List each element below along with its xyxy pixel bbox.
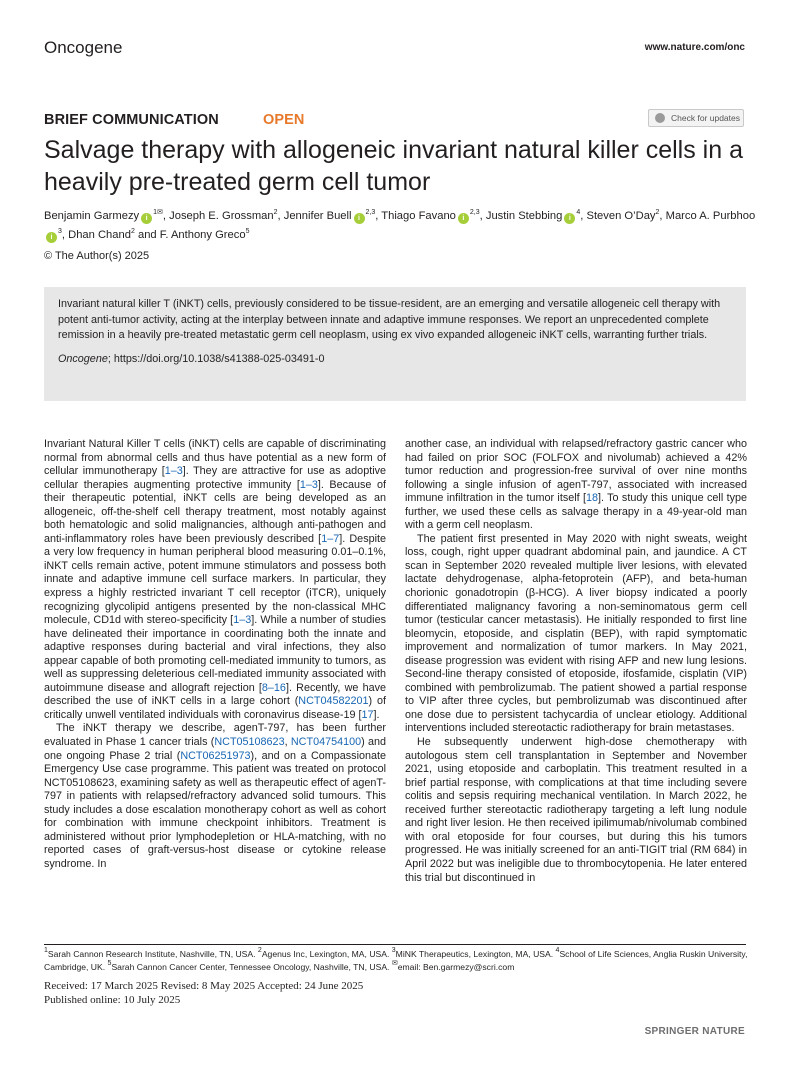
affiliation-text: Agenus Inc, Lexington, MA, USA. <box>261 949 392 959</box>
orcid-icon[interactable]: i <box>141 213 152 224</box>
author-name: Marco A. Purbhoo <box>665 210 756 222</box>
author-affiliation-marker: 4 <box>576 209 581 216</box>
check-updates-label: Check for updates <box>671 113 740 123</box>
body-paragraph <box>405 736 747 885</box>
author[interactable] <box>486 210 580 222</box>
check-updates-icon <box>655 113 665 123</box>
author-name: Thiago Favano <box>381 210 456 222</box>
affiliation-marker: 3 <box>391 947 396 954</box>
reference-link[interactable]: 8–16 <box>261 681 286 694</box>
check-updates-button[interactable] <box>648 109 744 127</box>
author[interactable] <box>160 229 250 241</box>
body-text: ]. <box>373 708 380 721</box>
affiliations <box>44 948 764 973</box>
body-paragraph <box>405 533 747 736</box>
author-name: Dhan Chand <box>68 229 131 241</box>
orcid-icon[interactable]: i <box>458 213 469 224</box>
reference-link[interactable]: NCT04582201 <box>298 695 369 708</box>
orcid-icon[interactable]: i <box>46 232 57 243</box>
open-access-label: OPEN <box>262 112 305 128</box>
body-text: , <box>284 736 291 749</box>
published-date: Published online: 10 July 2025 <box>44 994 181 1006</box>
reference-link[interactable]: 1–3 <box>164 465 183 478</box>
author-name: Jennifer Buell <box>283 210 352 222</box>
affiliation-marker: 4 <box>555 947 560 954</box>
author-affiliation-marker: 2 <box>273 209 278 216</box>
body-paragraph <box>44 438 386 722</box>
body-text: ]. Recently, we have described the use of iNKT cells in a large cohort ( <box>44 681 386 708</box>
affiliation-text: Sarah Cannon Research Institute, Nashville, TN, USA. <box>47 949 258 959</box>
body-text: ]. They are attractive for use as adoptive cellular therapies augmenting protective immunity [ <box>44 465 386 491</box>
author-affiliation-marker: 2 <box>130 228 135 235</box>
author-name: F. Anthony Greco <box>159 229 246 241</box>
body-text: The iNKT therapy we describe, agenT-797, has been further evaluated in Phase 1 cancer trials ( <box>44 722 386 749</box>
article-title: Salvage therapy with allogeneic invariant natural killer cells in a heavily pre-treated germ cell tumor <box>44 136 743 196</box>
doi-link[interactable]: ; https://doi.org/10.1038/s41388-025-03491-0 <box>107 352 325 365</box>
affiliation-text: School of Life Sciences, Anglia Ruskin University, Cambridge, UK. <box>44 949 748 972</box>
affiliation-text: MiNK Therapeutics, Lexington, MA, USA. <box>395 949 556 959</box>
body-text: ]. To study this unique cell type further, we used these cells as salvage therapy in a 49-year-old man with a germ cell neoplasm. <box>405 492 747 532</box>
copyright: © The Author(s) 2025 <box>44 250 150 262</box>
body-text: another case, an individual with relapsed/refractory gastric cancer who had failed on prior SOC (FOLFOX and nivolumab) achieved a 42% tumor reduction and progression-free survival of over nine months following a single infusion of agenT-797, associated with increased immune infiltration in the tumor itself [ <box>405 438 747 505</box>
journal-website[interactable]: www.nature.com/onc <box>644 42 745 53</box>
body-text: ]. Because of their therapeutic potential, iNKT cells are being developed as an allogeneic, off-the-shelf cell therapy treatment, most notably against both hematologic and solid malignancies, although anti-pathogen and anti-inflammatory roles have been previously described [ <box>44 478 386 545</box>
reference-link[interactable]: 1–3 <box>299 478 318 491</box>
body-paragraph <box>405 438 747 533</box>
article-type-label: BRIEF COMMUNICATION <box>44 112 219 128</box>
body-text: ]. Despite a very low frequency in human peripheral blood measuring 0.01–0.1%, iNKT cells remain active, potent immune stimulators and possess both innate and adaptive immune cell surface markers. In particular, they express a highly restricted invariant T cell receptor (iTCR), uniquely recognizing glycolipid antigens presented by the non-classical MHC molecule, CD1d with stereo-specificity [ <box>44 532 386 627</box>
affiliation-marker: 2 <box>257 947 262 954</box>
reference-link[interactable]: 17 <box>361 708 374 721</box>
author-name: Justin Stebbing <box>485 210 563 222</box>
author[interactable] <box>381 210 479 222</box>
body-text: ) and one ongoing Phase 2 trial ( <box>44 736 387 762</box>
body-text: He subsequently underwent high-dose chemotherapy with autologous stem cell transplantation in September and November 2021, using etoposide and carboplatin. This treatment resulted in a brief partial response, with complications at that time including severe colitis and sepsis requiring mechanical ventilation. In March 2022, he received further stereotactic radiotherapy targeting a left lung nodule and right liver lesion. He then received ipilimumab/nivolumab combined with oral etoposide for four courses, but during this his tumors progressed. He was initially screened for an anti-TIGIT trial (RM 684) in April 2022 but was ineligible due to thrombocytopenia. He later entered this trial but discontinued in <box>405 736 747 884</box>
affiliation-marker: 5 <box>107 959 112 967</box>
body-column-left <box>44 438 386 872</box>
affiliation-marker: 1 <box>44 947 48 954</box>
author-affiliation-marker: 5 <box>245 228 250 235</box>
author-affiliation-marker: 1✉ <box>153 209 163 216</box>
reference-link[interactable]: 18 <box>585 492 598 505</box>
orcid-icon[interactable]: i <box>354 213 365 224</box>
reference-link[interactable]: 1–7 <box>321 532 340 545</box>
body-text: The patient first presented in May 2020 with night sweats, weight loss, cough, right upper quadrant abdominal pain, and jaundice. A CT scan in September 2020 revealed multiple liver lesions, with elevated lactate dehydrogenase, alpha-fetoprotein (AFP), and beta-human chorionic gonadotropin (β-HCG). A liver biopsy indicated a poorly differentiated malignancy favoring a non-seminomatous germ cell tumor (testicular cancer metastasis). He initially responded to first line bleomycin, etoposide, and cisplatin (BEP), with rapid symptomatic improvement and normalization of tumor markers. In May 2021, disease progression was evident with rising AFP and new lung lesions. Second-line therapy consisted of etoposide, ifosfamide, cisplatin (VIP) combined with pembrolizumab. The patient showed a partial response to VIP after three cycles, but pembrolizumab was discontinued after one dose due to persistent tachycardia of unclear etiology. Additional interventions included stereotactic radiotherapy for brain metastases. <box>405 532 747 735</box>
affiliation-text[interactable]: email: Ben.garmezy@scri.com <box>397 961 515 972</box>
publisher-logo: SPRINGER NATURE <box>644 1026 745 1037</box>
author-name: Steven O’Day <box>586 210 656 222</box>
affiliation-marker: ✉ <box>391 959 398 967</box>
author[interactable] <box>169 210 277 222</box>
author-affiliation-marker: 2,3 <box>469 209 480 216</box>
reference-link[interactable]: NCT06251973 <box>180 749 251 762</box>
reference-link[interactable]: 1–3 <box>233 614 252 627</box>
doi-journal: Oncogene <box>58 352 108 365</box>
body-column-right <box>405 438 747 885</box>
article-type <box>44 112 304 128</box>
affiliation-text: Sarah Cannon Cancer Center, Tennessee Oncology, Nashville, TN, USA. <box>111 961 392 972</box>
author-affiliation-marker: 3 <box>58 228 62 235</box>
author-affiliation-marker: 2 <box>655 209 660 216</box>
article-dates <box>44 979 363 1007</box>
received-dates: Received: 17 March 2025 Revised: 8 May 2025 Accepted: 24 June 2025 <box>44 980 364 992</box>
journal-name: Oncogene <box>44 38 123 57</box>
author[interactable] <box>586 210 659 222</box>
author-name: Joseph E. Grossman <box>169 210 274 222</box>
body-paragraph <box>44 722 386 871</box>
orcid-icon[interactable]: i <box>564 213 575 224</box>
body-text: ), and on a Compassionate Emergency Use case programme. This patient was treated on protocol NCT05108623, examining safety as well as therapeutic effect of agenT-797 in patients with relapsed/refractory advanced solid tumours. This study includes a dose escalation monotherapy cohort as well as cohort for combination with immune checkpoint inhibitors. Treatment is administered without prior lymphodepletion or HLA-matching, with no reported cases of graft-versus-host disease or cytokine release syndrome. In <box>44 749 386 870</box>
author-affiliation-marker: 2,3 <box>365 209 376 216</box>
author[interactable] <box>44 210 163 222</box>
reference-link[interactable]: NCT04754100 <box>290 736 362 749</box>
author-list: Benjamin Garmezy $i^{1✉}$, Joseph E. Grossman$^2$, Jennifer Buell $i^{2,3}$, Thiago Favano $i^{2,3}$, Justin Stebbing $i^4$, Steven O’Day$^2$, Marco A. Purbhooi$^3$, Dhan Chand$^2$ and F. Anthony Greco$^5$ <box>44 209 756 241</box>
author[interactable] <box>68 229 135 241</box>
abstract-box <box>44 287 746 401</box>
body-text: ]. While a number of studies have delineated their importance in coordinating both the innate and adaptive responses during bacterial and viral infections, they also appear capable of both promoting cell-mediated immunity to tumors, as well as suppressing deleterious cell-mediated immunity associated with autoimmune disease and allograft rejection [ <box>44 614 386 694</box>
body-text: ) of critically unwell ventilated individuals with coronavirus disease-19 [ <box>44 695 386 721</box>
author-name: Benjamin Garmezy <box>44 210 140 222</box>
author[interactable] <box>284 210 376 222</box>
abstract-text: Invariant natural killer T (iNKT) cells, previously considered to be tissue-resident, are an emerging and versatile allogeneic cell therapy with potent anti-tumor activity, acting at the interplay between innate and adaptive immune responses. We report an unprecedented complete remission in a heavily pre-treated metastatic germ cell neoplasm, using ex vivo expanded allogeneic iNKT cells, warranting further trials. <box>58 298 721 342</box>
doi-line <box>58 352 732 368</box>
footer-divider <box>44 944 746 945</box>
body-text: Invariant Natural Killer T cells (iNKT) cells are capable of discriminating normal from abnormal cells and thus have potential as a new form of cellular immunotherapy [ <box>44 438 386 478</box>
reference-link[interactable]: NCT05108623 <box>214 736 285 749</box>
